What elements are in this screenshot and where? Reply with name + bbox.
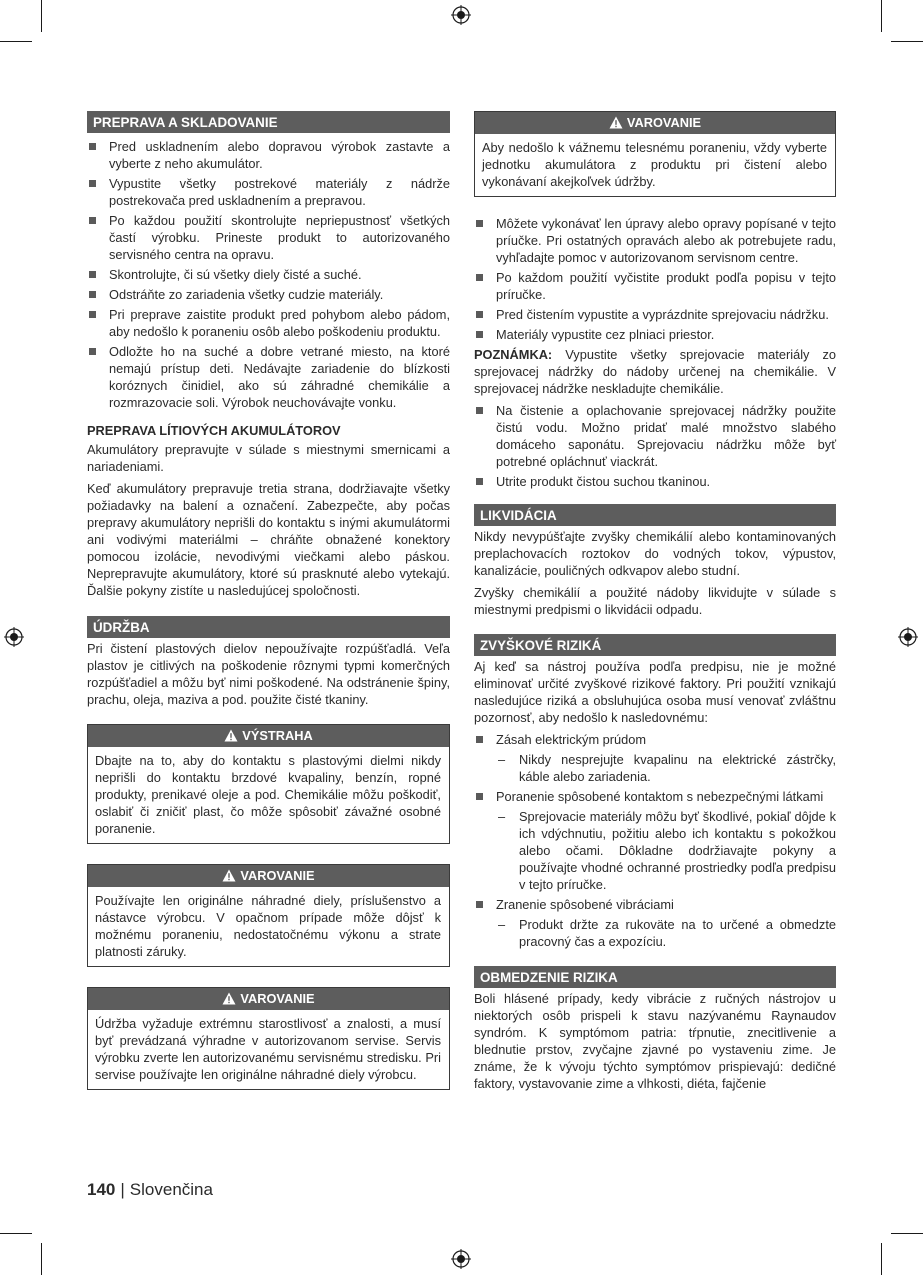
warning-triangle-icon xyxy=(222,992,236,1005)
cleaning-list-2 xyxy=(474,402,836,490)
caution-text: Dbajte na to, aby do kontaktu s plastovými dielmi nikdy neprišli do kontaktu brzdové kvapaliny, benzín, ropné produkty, prenikavé oleje a pod. Chemikálie môžu poškodiť, oslabiť či zničiť plast, čo môže spôsobiť závažné osobné poranenie. xyxy=(95,753,441,836)
warning-triangle-icon xyxy=(609,116,623,129)
paragraph: Boli hlásené prípady, kedy vibrácie z ručných nástrojov u niektorých osôb prispeli k stavu nazývanému Raynaudov syndróm. K symptómom patria: tŕpnutie, znecitlivenie a blednutie prstov, zvyčajne zjavné po vystaveniu zime. Je známe, že k vývoju týchto symptómov prispievajú: dedičné faktory, vystavovanie zime a vlhkosti, diéta, fajčenie xyxy=(474,991,836,1091)
paragraph: Aj keď sa nástroj používa podľa predpisu, nie je možné eliminovať určité zvyškové rizikové faktory. Pri použití vznikajú nasledujúce riziká a obsluhujúca osoba musí venovať zvláštnu pozornosť, aby nedošlo k nasledovnému: xyxy=(474,659,836,725)
crop-mark xyxy=(0,1233,32,1234)
right-column xyxy=(474,111,836,1097)
crop-mark xyxy=(881,0,882,32)
list-item: Odstráňte zo zariadenia všetky cudzie materiály. xyxy=(87,286,450,303)
page-footer xyxy=(87,1180,213,1200)
crop-mark xyxy=(891,41,923,42)
section-heading-maintenance: ÚDRŽBA xyxy=(87,616,450,638)
paragraph: Akumulátory prepravujte v súlade s miestnymi smernicami a nariadeniami. xyxy=(87,442,450,474)
section-heading-risk-reduction: OBMEDZENIE RIZIKA xyxy=(474,966,836,988)
warning-title: VAROVANIE xyxy=(240,868,315,883)
list-item: Utrite produkt čistou suchou tkaninou. xyxy=(474,473,836,490)
warning-box xyxy=(474,111,836,197)
list-item xyxy=(474,731,836,785)
list-item-text: Poranenie spôsobené kontaktom s nebezpečnými látkami xyxy=(496,789,824,804)
list-item: Pred uskladnením alebo dopravou výrobok zastavte a vyberte z neho akumulátor. xyxy=(87,138,450,172)
list-item-text: Zásah elektrickým prúdom xyxy=(496,732,647,747)
list-item: Pri preprave zaistite produkt pred pohybom alebo pádom, aby nedošlo k poraneniu osôb alebo poškodeniu produktu. xyxy=(87,306,450,340)
caution-box xyxy=(87,724,450,844)
cleaning-list xyxy=(474,215,836,343)
note-text: Vypustite všetky sprejovacie materiály zo sprejovacej nádržky do nádoby určenej na chemikálie. V sprejovacej nádržke neskladujte chemikálie. xyxy=(474,347,836,396)
note-paragraph xyxy=(474,346,836,397)
list-item: Na čistenie a oplachovanie sprejovacej nádržky použite čistú vodu. Možno pridať malé množstvo slabého domáceho saponátu. Sprejovaciu nádržku môže byť potrebné opláchnuť viackrát. xyxy=(474,402,836,470)
list-item: Pred čistením vypustite a vyprázdnite sprejovaciu nádržku. xyxy=(474,306,836,323)
transport-list xyxy=(87,138,450,411)
sub-list xyxy=(496,751,836,785)
list-item: Po každou použití skontrolujte nepriepustnosť všetkých častí výrobku. Prineste produkt to autorizovaného servisného centra na opravu. xyxy=(87,212,450,263)
list-item xyxy=(474,788,836,893)
warning-triangle-icon xyxy=(222,869,236,882)
list-item: Materiály vypustite cez plniaci priestor. xyxy=(474,326,836,343)
page-number: 140 xyxy=(87,1180,116,1199)
warning-box-header xyxy=(475,112,835,134)
paragraph: Nikdy nevypúšťajte zvyšky chemikálií alebo kontaminovaných preplachovacích roztokov do vodných tokov, výpustov, kanalizácie, pouličných odkvapov alebo studní. xyxy=(474,529,836,578)
sub-list xyxy=(496,916,836,950)
list-item: Odložte ho na suché a dobre vetrané miesto, na ktoré nemajú prístup deti. Nedávajte zariadenie do blízkosti koróznych činidiel, ako sú záhradné chemikálie a rozmrazovacie soli. Výrobok neuchovávajte vonku. xyxy=(87,343,450,411)
sub-list-item: – Sprejovacie materiály môžu byť škodlivé, pokiaľ dôjde k ich vdýchnutiu, požitiu alebo ich kontaktu s pokožkou alebo očami. Dôkladne dodržiavajte pokyny a používajte vhodné ochranné prostriedky podľa predpisu v tejto príručke. xyxy=(496,808,836,893)
left-column xyxy=(87,111,450,1090)
section-heading-transport: PREPRAVA A SKLADOVANIE xyxy=(87,111,450,133)
warning-box-header xyxy=(88,865,449,887)
registration-mark-icon xyxy=(4,627,24,647)
list-item xyxy=(474,896,836,950)
section-heading-residual-risks: ZVYŠKOVÉ RIZIKÁ xyxy=(474,634,836,656)
warning-box-header xyxy=(88,988,449,1010)
registration-mark-icon xyxy=(898,627,918,647)
warning-text: Používajte len originálne náhradné diely, príslušenstvo a nástavce výrobcu. V opačnom prípade môže dôjsť k možnému poraneniu, nedostatočnému výkonu a strate platnosti záruky. xyxy=(95,893,441,959)
list-item-text: Zranenie spôsobené vibráciami xyxy=(496,897,674,912)
crop-mark xyxy=(881,1243,882,1275)
crop-mark xyxy=(41,1243,42,1275)
sub-list-item: – Produkt držte za rukoväte na to určené a obmedzte pracovný čas a expozíciu. xyxy=(496,916,836,950)
warning-box xyxy=(87,987,450,1090)
list-item: Vypustite všetky postrekové materiály z nádrže postrekovača pred uskladnením a prepravou. xyxy=(87,175,450,209)
list-item: Môžete vykonávať len úpravy alebo opravy popísané v tejto príučke. Pri ostatných opravách alebo ak potrebujete radu, vyhľadajte pomoc v autorizovanom servisnom centre. xyxy=(474,215,836,266)
sub-list-item: – Nikdy nesprejujte kvapalinu na elektrické zástrčky, káble alebo zariadenia. xyxy=(496,751,836,785)
crop-mark xyxy=(891,1233,923,1234)
note-label: POZNÁMKA: xyxy=(474,347,553,362)
caution-title: VÝSTRAHA xyxy=(242,728,313,743)
warning-triangle-icon xyxy=(224,729,238,742)
warning-title: VAROVANIE xyxy=(240,991,315,1006)
warning-title: VAROVANIE xyxy=(626,115,702,130)
list-item: Po každom použití vyčistite produkt podľa popisu v tejto príručke. xyxy=(474,269,836,303)
footer-separator: | xyxy=(120,1180,125,1199)
risks-list xyxy=(474,731,836,950)
crop-mark xyxy=(0,41,32,42)
subheading-lithium-transport: PREPRAVA LÍTIOVÝCH AKUMULÁTOROV xyxy=(87,423,341,438)
section-heading-disposal: LIKVIDÁCIA xyxy=(474,504,836,526)
warning-box xyxy=(87,864,450,967)
paragraph: Zvyšky chemikálií a použité nádoby likvidujte v súlade s miestnymi predpismi o likvidácii odpadu. xyxy=(474,585,836,617)
list-item: Skontrolujte, či sú všetky diely čisté a suché. xyxy=(87,266,450,283)
footer-language: Slovenčina xyxy=(129,1180,213,1199)
crop-mark xyxy=(41,0,42,32)
caution-box-header xyxy=(88,725,449,747)
paragraph: Keď akumulátory prepravuje tretia strana, dodržiavajte všetky požiadavky na balení a označení. Zabezpečte, aby počas prepravy akumulátory neprišli do kontaktu s inými akumulátormi ani vodivými materiálmi – chráňte obnažené konektory pomocou izolácie, nevodivými viečkami alebo páskou. Neprepravujte akumulátory, ktoré sú prasknuté alebo vytekajú. Ďalšie pokyny zistíte u nasledujúcej spoločnosti. xyxy=(87,481,450,598)
registration-mark-icon xyxy=(451,1249,471,1269)
warning-text: Údržba vyžaduje extrémnu starostlivosť a znalosti, a musí byť prevádzaná výhradne v autorizovanom servise. Servis výrobku zverte len autorizovanému servisnému stredisku. Pri servise používajte len originálne náhradné diely výrobcu. xyxy=(95,1016,441,1082)
paragraph: Pri čistení plastových dielov nepoužívajte rozpúšťadlá. Veľa plastov je citlivých na poškodenie rôznymi typmi komerčných rozpúšťadiel a môžu byť nimi poškodené. Na odstránenie špiny, prachu, oleja, maziva a pod. použite čisté tkaniny. xyxy=(87,641,450,707)
registration-mark-icon xyxy=(451,5,471,25)
sub-list xyxy=(496,808,836,893)
warning-text: Aby nedošlo k vážnemu telesnému poraneniu, vždy vyberte jednotku akumulátora z produktu pri čistení alebo vykonávaní akejkoľvek údržby. xyxy=(482,140,827,189)
